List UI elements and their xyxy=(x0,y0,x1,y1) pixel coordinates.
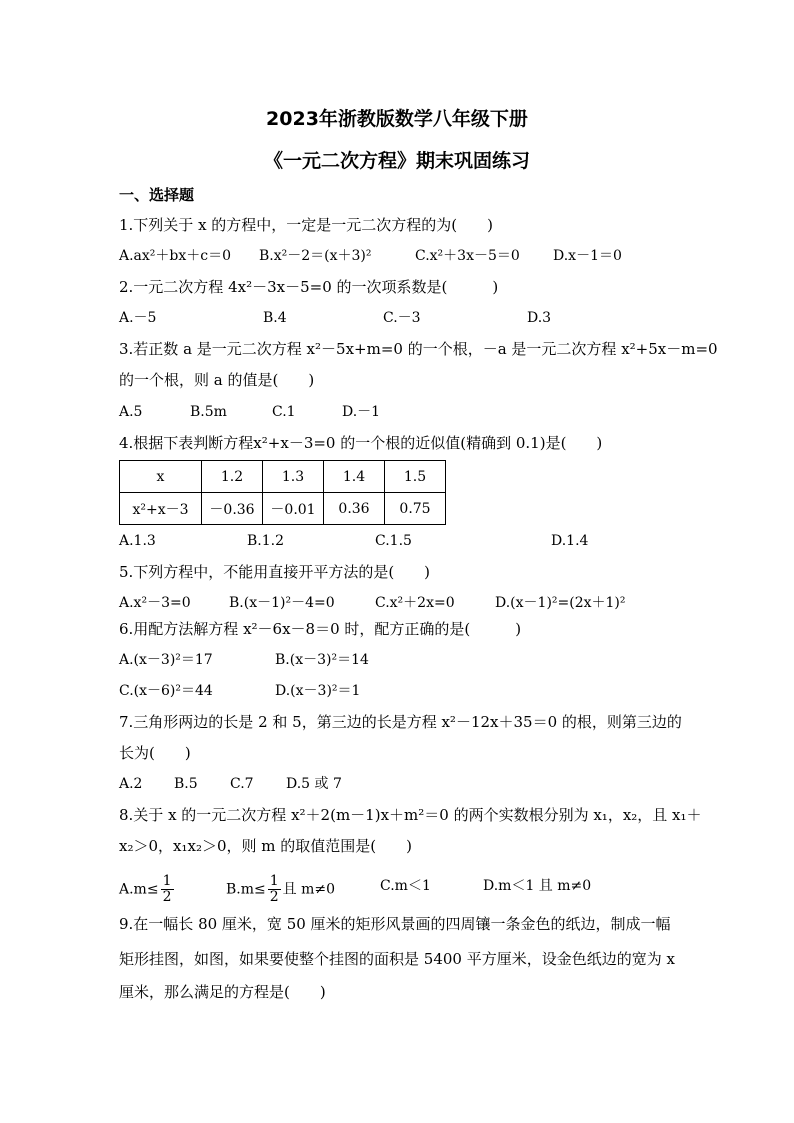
table-cell: 0.36 xyxy=(324,493,385,525)
table-row xyxy=(120,461,446,493)
q3-option-c: C.1 xyxy=(272,404,296,420)
fraction-one-half xyxy=(268,874,281,905)
table-row xyxy=(120,493,446,525)
q8-option-b-label: B.m≤ xyxy=(226,881,266,898)
q6-option-c: C.(x－6)²＝44 xyxy=(119,683,213,699)
question-2-stem: 2.一元二次方程 4x²－3x－5=0 的一次项系数是( ) xyxy=(119,278,499,296)
q6-option-d: D.(x－3)²＝1 xyxy=(275,683,361,699)
question-1-stem: 1.下列关于 x 的方程中，一定是一元二次方程的为( ) xyxy=(119,216,494,234)
question-4-stem: 4.根据下表判断方程x²+x－3=0 的一个根的近似值(精确到 0.1)是( ) xyxy=(119,434,603,452)
table-cell: 1.3 xyxy=(263,461,324,493)
q1-option-c: C.x²＋3x－5＝0 xyxy=(415,248,520,264)
fraction-numerator: 1 xyxy=(162,873,172,889)
q2-option-b: B.4 xyxy=(263,310,287,326)
table-cell: 0.75 xyxy=(385,493,446,525)
q2-option-c: C.－3 xyxy=(383,310,421,326)
q5-option-d: D.(x－1)²=(2x＋1)² xyxy=(495,595,626,611)
section-heading: 一、选择题 xyxy=(119,186,195,204)
q7-option-a: A.2 xyxy=(119,776,143,792)
q2-option-d: D.3 xyxy=(527,310,552,326)
q7-option-c: C.7 xyxy=(230,776,254,792)
question-3-stem-line2: 的一个根，则 a 的值是( ) xyxy=(119,371,315,389)
question-7-stem-line1: 7.三角形两边的长是 2 和 5，第三边的长是方程 x²－12x＋35＝0 的根，则第三边的 xyxy=(119,713,682,731)
q8-option-b xyxy=(226,874,335,905)
question-9-stem-line1: 9.在一幅长 80 厘米，宽 50 厘米的矩形风景画的四周镶一条金色的纸边，制成一幅 xyxy=(119,915,671,933)
table-cell: 1.5 xyxy=(385,461,446,493)
q1-option-d: D.x－1＝0 xyxy=(553,248,622,264)
table-cell: x²+x－3 xyxy=(120,493,202,525)
q6-option-a: A.(x－3)²＝17 xyxy=(119,652,213,668)
question-5-stem: 5.下列方程中，不能用直接开平方法的是( ) xyxy=(119,563,431,581)
q8-option-a-label: A.m≤ xyxy=(119,881,159,898)
question-7-stem-line2: 长为( ) xyxy=(119,744,191,762)
document-subtitle: 《一元二次方程》期末巩固练习 xyxy=(263,150,530,172)
question-3-stem-line1: 3.若正数 a 是一元二次方程 x²－5x+m=0 的一个根，－a 是一元二次方程 x²+5x－m=0 xyxy=(119,340,718,358)
q8-option-b-condition: 且 m≠0 xyxy=(282,881,336,898)
q8-option-a xyxy=(119,874,176,905)
question-6-stem: 6.用配方法解方程 x²－6x－8＝0 时，配方正确的是( ) xyxy=(119,620,522,638)
fraction-one-half xyxy=(161,874,174,905)
table-cell: －0.01 xyxy=(263,493,324,525)
q6-option-b: B.(x－3)²＝14 xyxy=(275,652,369,668)
table-cell: 1.4 xyxy=(324,461,385,493)
table-cell: x xyxy=(120,461,202,493)
document-title: 2023年浙教版数学八年级下册 xyxy=(266,108,528,130)
fraction-numerator: 1 xyxy=(269,873,279,889)
q1-option-a: A.ax²＋bx＋c＝0 xyxy=(119,248,232,264)
question-8-stem-line2: x₂＞0，x₁x₂＞0，则 m 的取值范围是( ) xyxy=(119,837,412,855)
q3-option-b: B.5m xyxy=(190,404,227,420)
fraction-denominator: 2 xyxy=(162,889,172,905)
q7-option-b: B.5 xyxy=(174,776,198,792)
q1-option-b: B.x²－2＝(x＋3)² xyxy=(259,248,372,264)
table-cell: －0.36 xyxy=(202,493,263,525)
q3-option-d: D.－1 xyxy=(342,404,381,420)
q4-option-c: C.1.5 xyxy=(375,533,412,549)
q7-option-d: D.5 或 7 xyxy=(286,776,342,792)
q4-value-table xyxy=(119,460,446,525)
q5-option-b: B.(x－1)²－4=0 xyxy=(229,595,335,611)
q8-option-c: C.m＜1 xyxy=(380,878,431,894)
q5-option-c: C.x²＋2x=0 xyxy=(375,595,455,611)
q4-option-b: B.1.2 xyxy=(247,533,285,549)
q4-option-d: D.1.4 xyxy=(551,533,589,549)
q3-option-a: A.5 xyxy=(119,404,143,420)
question-9-stem-line2: 矩形挂图，如图，如果要使整个挂图的面积是 5400 平方厘米，设金色纸边的宽为 x xyxy=(119,950,675,968)
q4-option-a: A.1.3 xyxy=(119,533,156,549)
q8-option-d: D.m＜1 且 m≠0 xyxy=(483,878,592,894)
fraction-denominator: 2 xyxy=(269,889,279,905)
question-9-stem-line3: 厘米，那么满足的方程是( ) xyxy=(119,983,326,1001)
table-cell: 1.2 xyxy=(202,461,263,493)
question-8-stem-line1: 8.关于 x 的一元二次方程 x²＋2(m－1)x＋m²＝0 的两个实数根分别为 x₁，x₂，且 x₁＋ xyxy=(119,806,702,824)
q2-option-a: A.－5 xyxy=(119,310,157,326)
q5-option-a: A.x²－3=0 xyxy=(119,595,191,611)
